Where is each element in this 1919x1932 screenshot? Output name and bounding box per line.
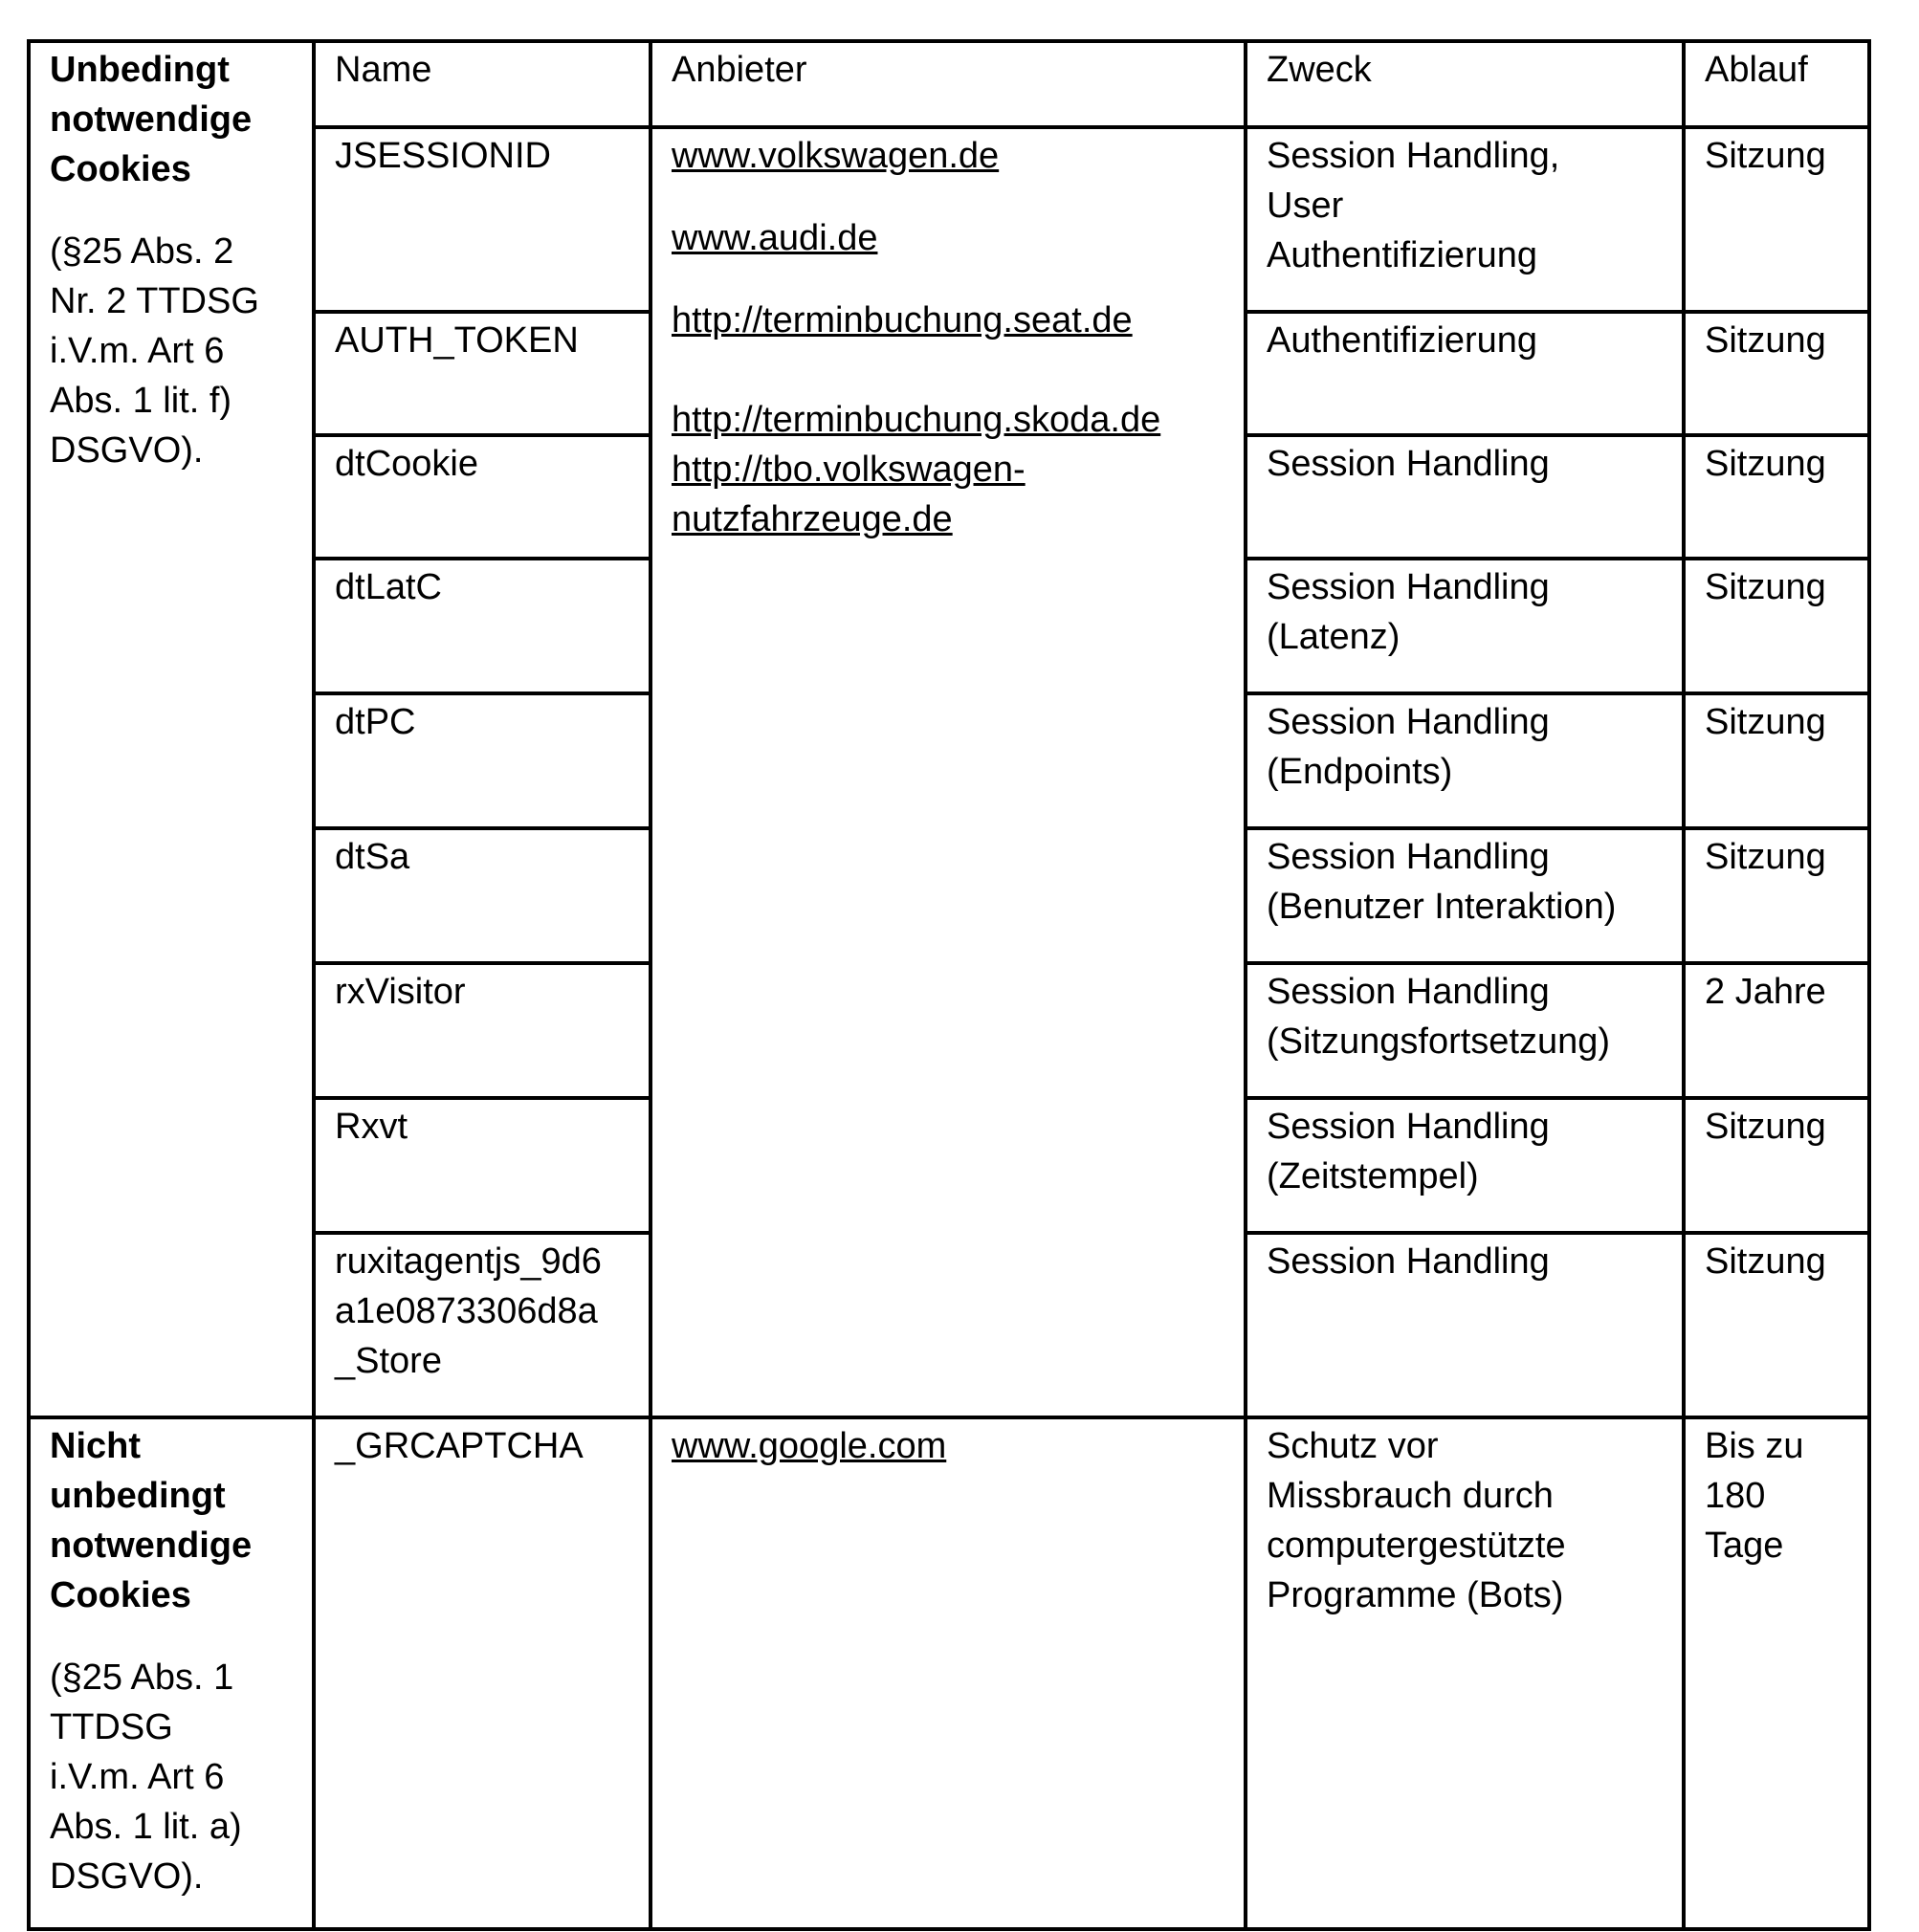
provider-link-vwn-line2[interactable]: nutzfahrzeuge.de	[672, 499, 953, 539]
provider-link-google[interactable]: www.google.com	[672, 1426, 947, 1466]
header-name: Name	[314, 41, 651, 127]
provider-link-audi[interactable]: www.audi.de	[672, 218, 878, 258]
cookie-purpose: Session Handling (Endpoints)	[1246, 693, 1684, 828]
cookie-expiry: 2 Jahre	[1684, 963, 1869, 1098]
cookie-name: _GRCAPTCHA	[314, 1417, 651, 1929]
cookie-expiry: Sitzung	[1684, 1233, 1869, 1417]
header-expiry: Ablauf	[1684, 41, 1869, 127]
provider-link-vwn-line1[interactable]: http://tbo.volkswagen-	[672, 450, 1026, 490]
cookie-name: rxVisitor	[314, 963, 651, 1098]
cookie-name: Rxvt	[314, 1098, 651, 1233]
cookie-expiry: Sitzung	[1684, 559, 1869, 693]
legal-basis-optional: (§25 Abs. 1 TTDSG i.V.m. Art 6 Abs. 1 lit. a) DSGVO).	[50, 1658, 242, 1897]
cookie-purpose: Session Handling	[1246, 1233, 1684, 1417]
cookie-purpose: Session Handling	[1246, 435, 1684, 559]
cookie-name: ruxitagentjs_9d6 a1e0873306d8a _Store	[314, 1233, 651, 1417]
legal-basis-required: (§25 Abs. 2 Nr. 2 TTDSG i.V.m. Art 6 Abs. 1 lit. f) DSGVO).	[50, 231, 259, 471]
cookie-purpose: Session Handling (Zeitstempel)	[1246, 1098, 1684, 1233]
category-title-required: Unbedingt notwendige Cookies	[50, 50, 253, 189]
category-title-optional: Nicht unbedingt notwendige Cookies	[50, 1426, 253, 1615]
provider-cell-optional	[651, 1417, 1246, 1929]
cookie-expiry: Sitzung	[1684, 1098, 1869, 1233]
category-cell-optional	[29, 1417, 314, 1929]
provider-link-skoda[interactable]: http://terminbuchung.skoda.de	[672, 400, 1161, 440]
cookie-expiry: Sitzung	[1684, 693, 1869, 828]
table-row	[29, 1417, 1869, 1929]
provider-link-seat[interactable]: http://terminbuchung.seat.de	[672, 300, 1133, 340]
cookie-expiry: Sitzung	[1684, 435, 1869, 559]
cookie-purpose: Schutz vor Missbrauch durch computergestützte Programme (Bots)	[1246, 1417, 1684, 1929]
header-purpose: Zweck	[1246, 41, 1684, 127]
cookie-purpose: Session Handling, User Authentifizierung	[1246, 127, 1684, 312]
cookie-expiry: Sitzung	[1684, 127, 1869, 312]
cookie-expiry: Sitzung	[1684, 828, 1869, 963]
cookie-name: dtSa	[314, 828, 651, 963]
cookie-table	[27, 39, 1871, 1931]
cookie-name: JSESSIONID	[314, 127, 651, 312]
provider-link-volkswagen[interactable]: www.volkswagen.de	[672, 136, 1000, 176]
cookie-purpose: Authentifizierung	[1246, 312, 1684, 435]
cookie-expiry: Bis zu 180 Tage	[1684, 1417, 1869, 1929]
cookie-name: dtLatC	[314, 559, 651, 693]
cookie-purpose: Session Handling (Sitzungsfortsetzung)	[1246, 963, 1684, 1098]
category-cell-required	[29, 41, 314, 1417]
cookie-name: dtCookie	[314, 435, 651, 559]
header-provider: Anbieter	[651, 41, 1246, 127]
cookie-purpose: Session Handling (Benutzer Interaktion)	[1246, 828, 1684, 963]
cookie-name: AUTH_TOKEN	[314, 312, 651, 435]
cookie-purpose: Session Handling (Latenz)	[1246, 559, 1684, 693]
provider-cell-required	[651, 127, 1246, 1417]
cookie-expiry: Sitzung	[1684, 312, 1869, 435]
cookie-name: dtPC	[314, 693, 651, 828]
